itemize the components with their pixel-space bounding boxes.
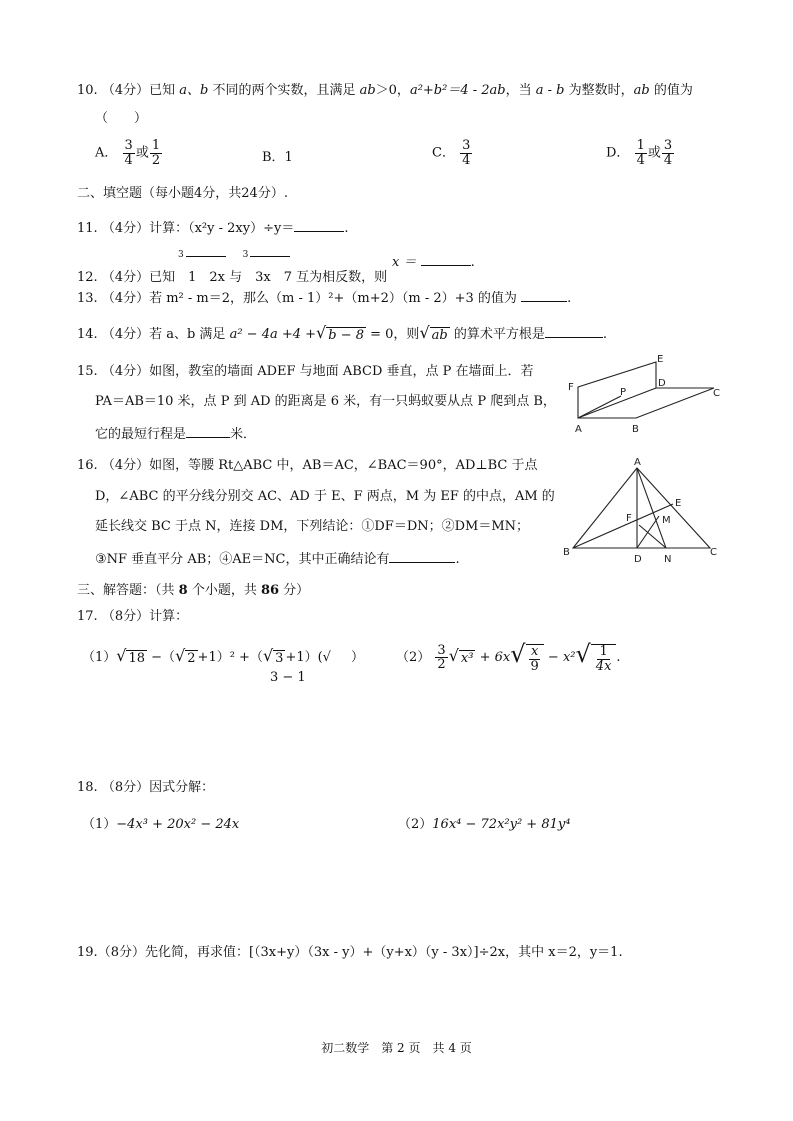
label-n: N xyxy=(664,554,672,565)
label-m: M xyxy=(662,515,671,526)
fraction: $\frac{3}{4}$ xyxy=(663,138,673,168)
q12-root-marks: 3 3 xyxy=(178,250,290,261)
section-3-heading: 三、解答题：（共 8 个小题，共 86 分） xyxy=(77,583,310,598)
q18-part-1: （1）−4x³ + 20x² − 24x xyxy=(82,817,240,832)
radical: √ b − 8 xyxy=(316,323,364,344)
answer-blank[interactable] xyxy=(521,289,567,302)
q16-figure xyxy=(560,454,730,572)
floor-abcd xyxy=(578,388,714,418)
radical: √ 2 xyxy=(175,646,196,666)
q17-part-1-subline: 3 − 1 xyxy=(270,670,306,685)
fraction: $\frac{1}{2}$ xyxy=(151,138,161,168)
q15-line-2: PA＝AB＝10 米，点 P 到 AD 的距离是 6 米，有一只蚂蚁要从点 P 爬到点 B， xyxy=(95,394,556,409)
radical: √ 3 xyxy=(262,646,284,666)
q16-line-1: 16. （4分）如图，等腰 Rt△ABC 中，AB＝AC，∠BAC＝90°，AD⊥BC 于点 xyxy=(77,458,538,473)
q10-option-a: A． $\frac{3}{4}$ 或 $\frac{1}{2}$ xyxy=(95,138,161,168)
q16-line-3: 延长线交 BC 于点 N，连接 DM，下列结论：①DF＝DN；②DM＝MN； xyxy=(95,519,530,534)
radical: √ x³ xyxy=(448,646,474,667)
q15-line-3: 它的最短行程是 米． xyxy=(95,427,257,442)
q10-stem: 10. （4分）已知 a、b 不同的两个实数，且满足 ab＞0，a²+b²＝4 - 2ab，当 a - b 为整数时，ab 的值为 xyxy=(77,83,693,98)
radical: √ 18 xyxy=(116,646,146,666)
q14-stem: 14. （4分）若 a、b 满足 a² − 4a +4 + √ b − 8 = 0，则 √ ab 的算术平方根是 . xyxy=(77,323,607,344)
q15-figure xyxy=(566,350,726,440)
wall-adef xyxy=(578,362,656,418)
answer-blank[interactable] xyxy=(389,550,455,563)
q17-part-2: （2） $\frac{3}{2}$ √ x³ + 6x √ $\frac{x}{9}$ − x² √ $\frac{1}{4x}$ . xyxy=(396,640,621,674)
q19-stem: 19.（8分）先化简，再求值：[（3x+y）（3x - y）+（y+x）（y - 3x）]÷2x，其中 x＝2，y＝1. xyxy=(77,945,623,960)
radical: √ $\frac{1}{4x}$ xyxy=(576,642,617,673)
label-f: F xyxy=(626,513,632,524)
q16-line-4: ③NF 垂直平分 AB；④AE＝NC，其中正确结论有 . xyxy=(95,552,460,567)
label-e: E xyxy=(675,498,682,509)
q10-option-b: B．1 xyxy=(262,150,293,165)
label-b: B xyxy=(632,424,639,435)
label-f: F xyxy=(568,382,574,393)
q17-stem: 17. （8分）计算： xyxy=(77,609,189,624)
label-a: A xyxy=(575,424,582,435)
label-a: A xyxy=(634,457,641,468)
label-b: B xyxy=(563,547,570,558)
section-2-heading: 二、填空题（每小题4分，共24分）. xyxy=(77,186,288,201)
q18-part-2: （2）16x⁴ − 72x²y² + 81y⁴ xyxy=(398,817,571,832)
fraction: $\frac{3}{4}$ xyxy=(462,138,471,168)
q12-x-equals: x ＝ . xyxy=(392,255,475,270)
answer-blank[interactable] xyxy=(545,325,603,338)
page-footer: 初二数学 第 2 页 共 4 页 xyxy=(321,1041,472,1055)
q10-option-d: D． $\frac{1}{4}$ 或 $\frac{3}{4}$ xyxy=(606,138,673,168)
label-d: D xyxy=(658,378,666,389)
label-d: D xyxy=(634,554,642,565)
q16-line-2: D，∠ABC 的平分线分别交 AC、AD 于 E、F 两点，M 为 EF 的中点，AM 的 xyxy=(95,489,555,504)
label-p: P xyxy=(620,387,627,398)
radical: √ ab xyxy=(419,323,448,344)
q11-stem: 11. （4分）计算：（x²y - 2xy）÷y＝ . xyxy=(77,221,349,236)
q10-number: 10. xyxy=(77,83,98,98)
fraction: $\frac{1}{4}$ xyxy=(636,138,645,168)
q10-answer-paren: （ ） xyxy=(95,111,148,126)
fraction: $\frac{3}{4}$ xyxy=(124,138,133,168)
label-e: E xyxy=(657,354,664,365)
label-c: C xyxy=(710,547,717,558)
segment-pa xyxy=(578,396,621,418)
q13-stem: 13. （4分）若 m² - m＝2，那么（m - 1）²+（m+2）（m - 2）+3 的值为 . xyxy=(77,291,572,306)
q10-option-c: C． $\frac{3}{4}$ xyxy=(432,138,471,168)
answer-blank[interactable] xyxy=(421,253,471,266)
label-c: C xyxy=(713,388,720,399)
q12-stem: 12. （4分）已知 1 2x 与 3x 7 互为相反数，则 xyxy=(77,270,388,285)
answer-blank[interactable] xyxy=(186,425,230,438)
q15-line-1: 15. （4分）如图，教室的墙面 ADEF 与地面 ABCD 垂直，点 P 在墙面上．若 xyxy=(77,364,534,379)
fraction: $\frac{3}{2}$ xyxy=(437,642,446,673)
radical: √ $\frac{x}{9}$ xyxy=(510,642,544,673)
q17-part-1: （1） √ 18 −（ √ 2 +1）² +（ √ 3 +1）(√ ） xyxy=(82,646,364,666)
answer-blank[interactable] xyxy=(294,219,344,232)
q18-stem: 18. （8分）因式分解： xyxy=(77,780,215,795)
